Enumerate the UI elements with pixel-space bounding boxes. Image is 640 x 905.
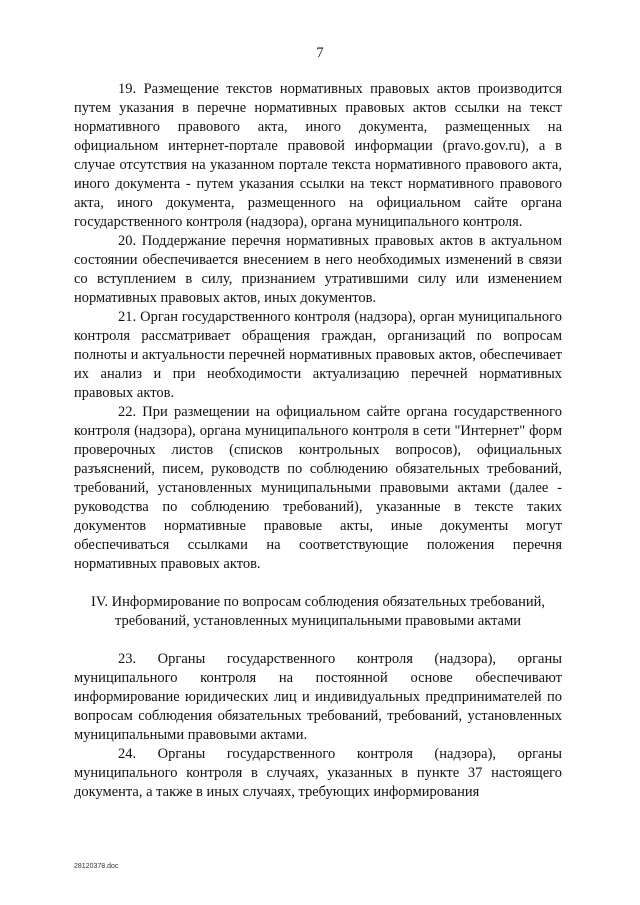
paragraph-20: 20. Поддержание перечня нормативных правовых актов в актуальном состоянии обеспечивается внесением в него необходимых изменений в связи со вступлением в силу, признанием утратившими силу или изменением нормативных правовых актов, иных документов. [74,233,562,306]
paragraph-19: 19. Размещение текстов нормативных правовых актов производится путем указания в перечне нормативных правовых актов ссылки на текст нормативного правового акта, иного документа, размещенных на официальном интернет-портале правовой информации (pravo.gov.ru), а в случае отсутствия на указанном портале текста нормативного правового акта, иного документа - путем указания ссылки на текст нормативного правового акта, иного документа, размещенного на официальном сайте органа государственного контроля (надзора), органа муниципального контроля. [74,81,562,230]
page-number: 7 [316,45,324,61]
paragraph-21: 21. Орган государственного контроля (надзора), орган муниципального контроля рассматривает обращения граждан, организаций по вопросам полноты и актуальности перечней нормативных правовых актов, обеспечивает их анализ и при необходимости актуализацию перечней нормативных правовых актов. [74,309,562,401]
footer-filename: 28120378.doc [74,863,119,870]
section-heading-iv: IV. Информирование по вопросам соблюдения обязательных требований, требований, установленных муниципальными правовыми актами [90,594,545,629]
paragraph-23: 23. Органы государственного контроля (надзора), органы муниципального контроля на постоянной основе обеспечивают информирование юридических лиц и индивидуальных предпринимателей по вопросам соблюдения обязательных требований, требований, установленных муниципальными правовыми актами. [74,651,562,743]
paragraph-22: 22. При размещении на официальном сайте органа государственного контроля (надзора), органа муниципального контроля в сети "Интернет" форм проверочных листов (списков контрольных вопросов), официальных разъяснений, писем, руководств по соблюдению обязательных требований, требований, установленных муниципальными правовыми актами (далее - руководства по соблюдению требований), указанные в тексте таких документов нормативные правовые акты, иные документы могут обеспечиваться ссылками на соответствующие положения перечня нормативных правовых актов. [74,404,562,572]
document-body [74,80,562,802]
paragraph-24: 24. Органы государственного контроля (надзора), органы муниципального контроля в случаях, указанных в пункте 37 настоящего документа, а также в иных случаях, требующих информирования [74,746,562,800]
